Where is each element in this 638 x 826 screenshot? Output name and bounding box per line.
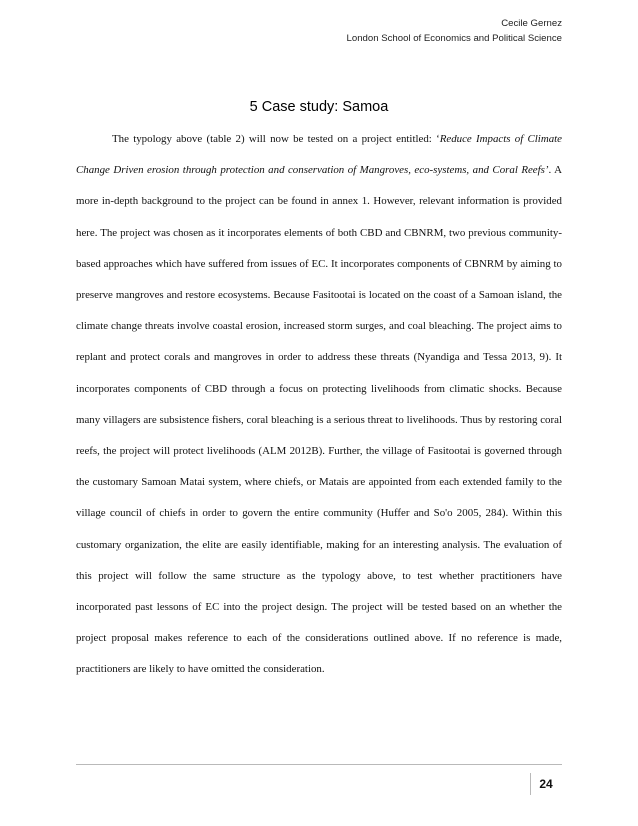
body-paragraph	[76, 124, 562, 686]
header-author: Cecile Gernez	[501, 18, 562, 29]
body-intro: The typology above (table 2) will now be tested on a project entitled: ‘	[112, 133, 440, 145]
page-number: 24	[530, 773, 561, 795]
project-title: Reduce Impacts of Climate Change Driven erosion through protection and conservation of Mangroves, eco-systems, and Coral Reefs’	[76, 133, 562, 177]
footer-rule	[76, 764, 562, 765]
header-institution: London School of Economics and Political Science	[346, 33, 562, 44]
page-header	[347, 16, 562, 46]
body-rest: . A more in-depth background to the project can be found in annex 1. However, relevant information is provided here. The project was chosen as it incorporates elements of both CBD and CBNRM, two previous community-based approaches which have suffered from issues of EC. It incorporates components of CBNRM by aiming to preserve mangroves and restore ecosystems. Because Fasitootai is located on the coast of a Samoan island, the climate change threats involve coastal erosion, increased storm surges, and coal bleaching. The project aims to replant and protect corals and mangroves in order to address these threats (Nyandiga and Tessa 2013, 9). It incorporates components of CBD through a focus on protecting livelihoods from climatic shocks. Because many villagers are subsistence fishers, coral bleaching is a serious threat to livelihoods. Thus by restoring coral reefs, the project will protect livelihoods (ALM 2012B). Further, the village of Fasitootai is governed through the customary Samoan Matai system, where chiefs, or Matais are appointed from each extended family to the village council of chiefs in order to govern the entire community (Huffer and So'o 2005, 284). Within this customary organization, the elite are easily identifiable, making for an interesting analysis. The evaluation of this project will follow the same structure as the typology above, to test whether practitioners have incorporated past lessons of EC into the project design. The project will be tested based on an whether the project proposal makes reference to each of the considerations outlined above. If no reference is made, practitioners are likely to have omitted the consideration.	[76, 164, 562, 676]
section-title: 5 Case study: Samoa	[249, 99, 389, 115]
